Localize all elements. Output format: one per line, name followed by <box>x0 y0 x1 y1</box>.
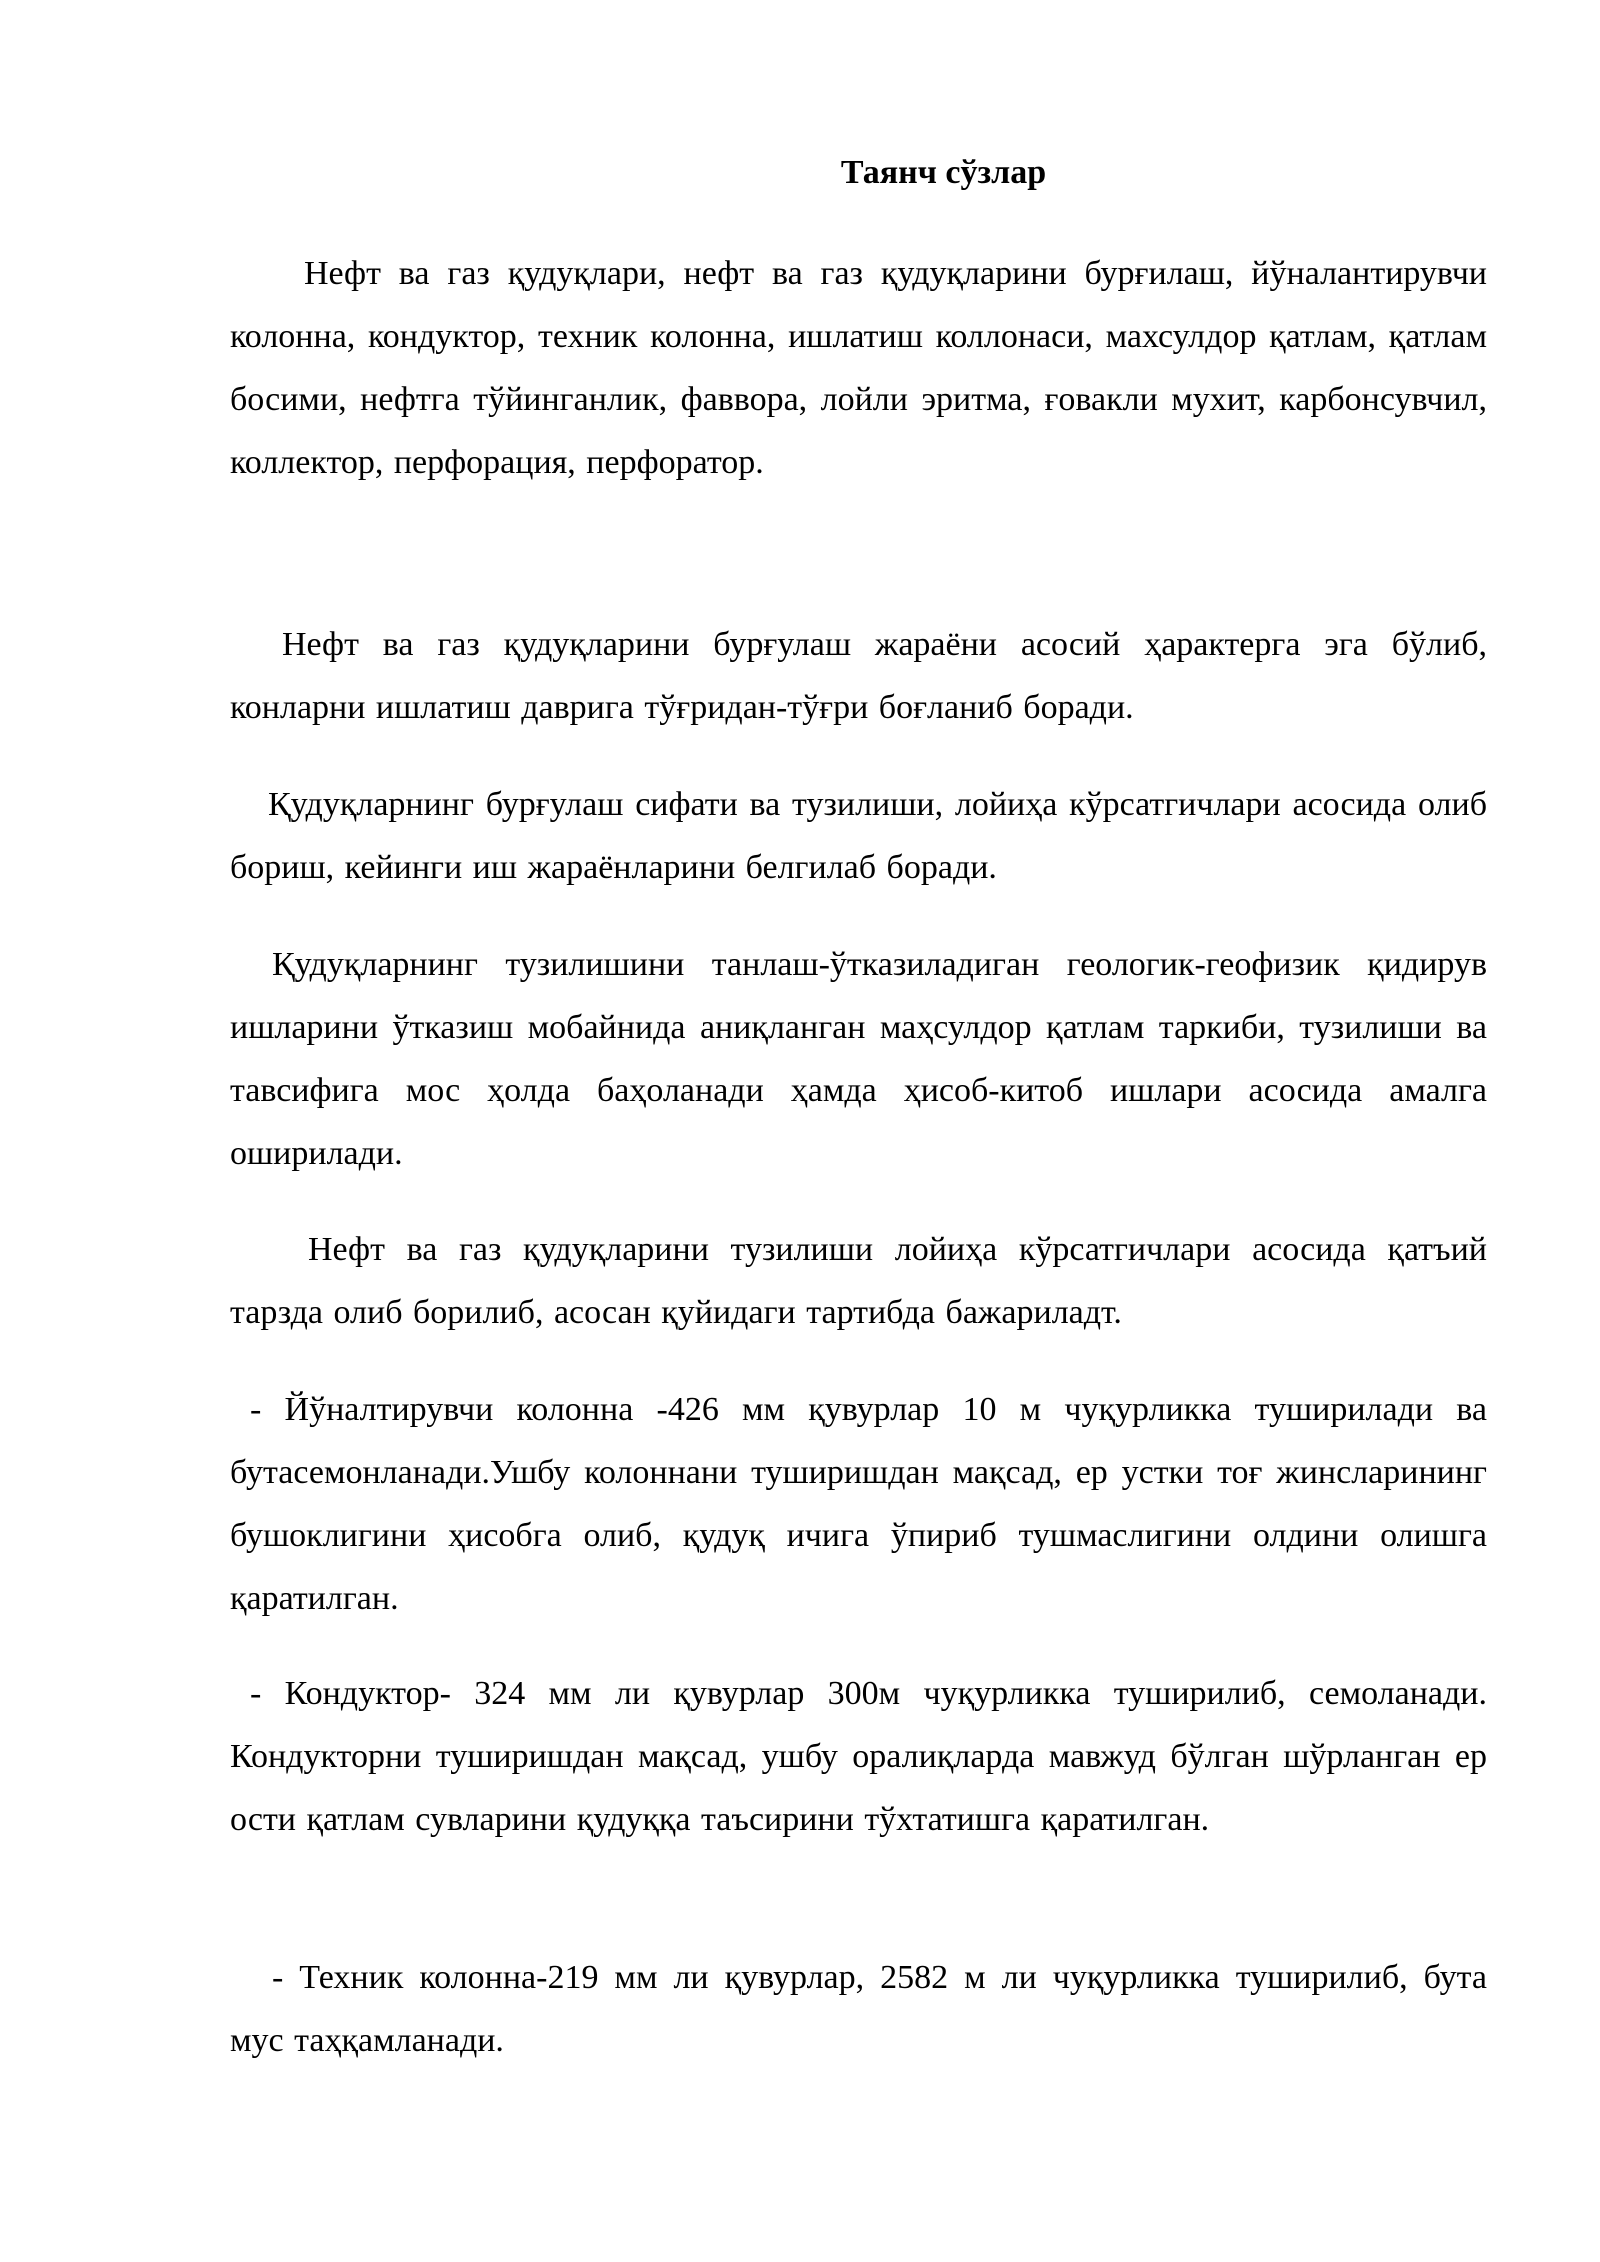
page-title: Таянч сўзлар <box>840 154 1047 191</box>
body-paragraph-3: Қудуқларнинг тузилишини танлаш-ўтказиладиган геологик-геофизик қидирув ишларини ўтказиш мобайнида аниқланган маҳсулдор қатлам таркиби, тузилиши ва тавсифига мос ҳолда баҳоланади ҳамда ҳисоб-китоб ишлари асосида амалга оширилади. <box>230 946 1487 1172</box>
body-paragraph-2: Қудуқларнинг бурғулаш сифати ва тузилиши, лойиҳа кўрсатгичлари асосида олиб бориш, кейинги иш жараёнларини белгилаб боради. <box>230 786 1487 886</box>
body-paragraph-4: Нефт ва газ қудуқларини тузилиши лойиҳа кўрсатгичлари асосида қатъий тарзда олиб борилиб, асосан қуйидаги тартибда бажариладт. <box>230 1231 1487 1331</box>
body-paragraph-1: Нефт ва газ қудуқларини бурғулаш жараёни асосий ҳарактерга эга бўлиб, конларни ишлатиш даврига тўғридан-тўғри боғланиб боради. <box>230 626 1487 726</box>
body-paragraph-6: - Кондуктор- 324 мм ли қувурлар 300м чуқурликка туширилиб, семоланади. Кондукторни туширишдан мақсад, ушбу оралиқларда мавжуд бўлган шўрланган ер ости қатлам сувларини қудуққа таъсирини тўхтатишга қаратилган. <box>230 1675 1487 1838</box>
body-paragraph-7: - Техник колонна-219 мм ли қувурлар, 2582 м ли чуқурликка туширилиб, бута мус таҳқамланади. <box>230 1959 1487 2059</box>
keywords-paragraph: Нефт ва газ қудуқлари, нефт ва газ қудуқларини бурғилаш, йўналантирувчи колонна, кондуктор, техник колонна, ишлатиш коллонаси, махсулдор қатлам, қатлам босими, нефтга тўйинганлик, фаввора, лойли эритма, ғовакли мухит, карбонсувчил, коллектор, перфорация, перфоратор. <box>230 255 1487 481</box>
body-paragraph-5: - Йўналтирувчи колонна -426 мм қувурлар 10 м чуқурликка туширилади ва бутасемонланади.Ушбу колоннани туширишдан мақсад, ер устки тоғ жинсларининг бушоклигини ҳисобга олиб, қудуқ ичига ўпириб тушмаслигини олдини олишга қаратилган. <box>230 1391 1487 1617</box>
